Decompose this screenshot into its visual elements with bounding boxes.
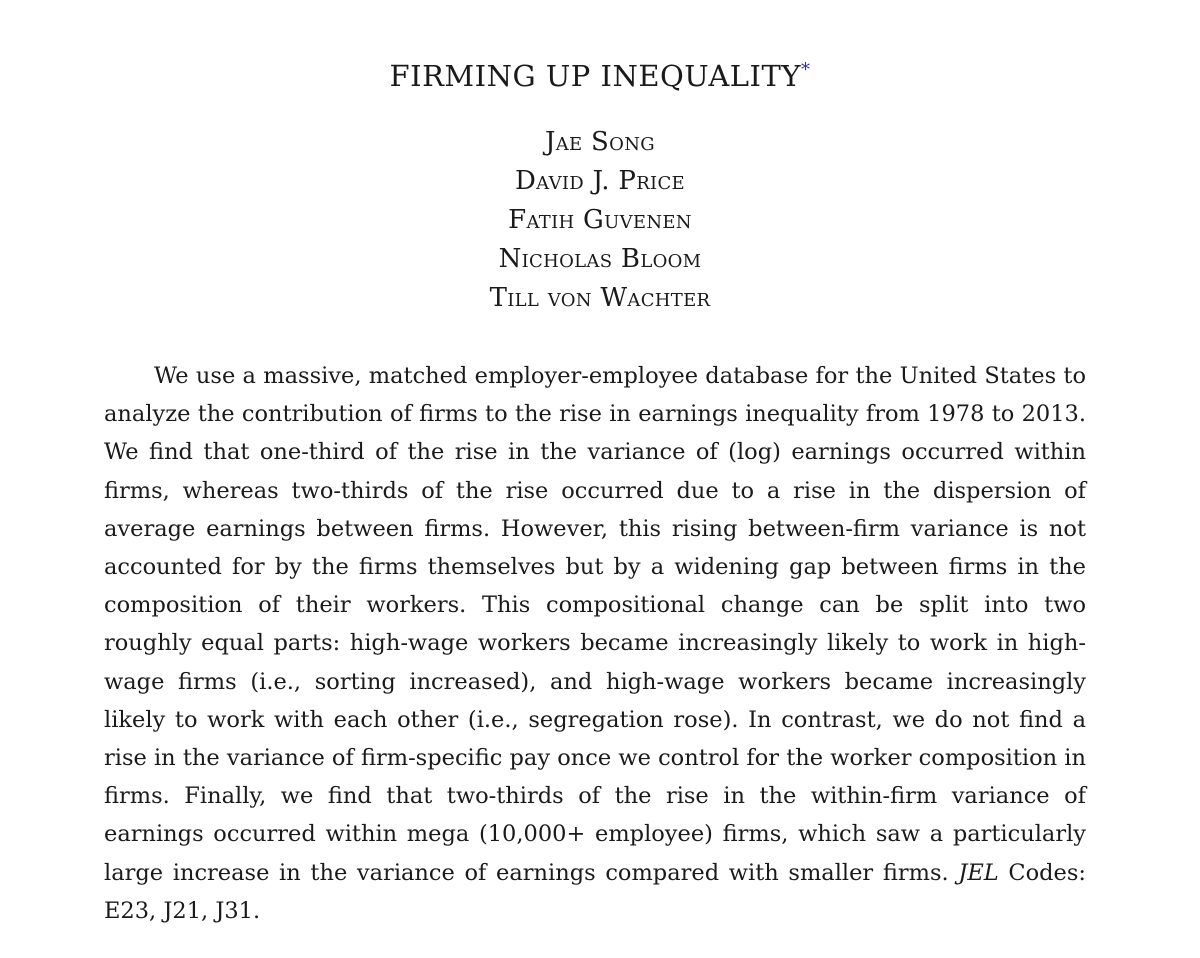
author-name: Fatih Guvenen (508, 205, 692, 235)
author-name: Jae Song (545, 127, 655, 157)
title-footnote-mark[interactable]: * (800, 59, 811, 81)
abstract-body: We use a massive, matched employer-employee database for the United States to analyze the contribution of firms to the rise in earnings inequality from 1978 to 2013. We find that one-third of the rise in the variance of (log) earnings occurred within firms, whereas two-thirds of the rise occurred due to a rise in the dispersion of average earnings between firms. However, this rising between-firm variance is not accounted for by the firms themselves but by a widening gap between firms in the composition of their workers. This compositional change can be split into two roughly equal parts: high-wage workers became increasingly likely to work in high-wage firms (i.e., sorting increased), and high-wage workers became increasingly likely to work with each other (i.e., segregation rose). In contrast, we do not find a rise in the variance of firm-specific pay once we control for the worker composition in firms. Finally, we find that two-thirds of the rise in the within-firm variance of earnings occurred within mega (10,000+ employee) firms, which saw a particularly large increase in the variance of earnings compared with smaller firms. (104, 363, 1086, 886)
jel-label: JEL (958, 859, 999, 886)
author-name: Till von Wachter (489, 283, 711, 313)
jel-codes: Codes: E23, J21, J31. (104, 859, 1086, 924)
paper-title-text: FIRMING UP INEQUALITY (389, 59, 801, 93)
author-name: Nicholas Bloom (498, 244, 702, 274)
abstract-paragraph (104, 357, 1086, 930)
paper-title (0, 58, 1200, 94)
author-name: David J. Price (515, 166, 685, 196)
author-list (0, 123, 1200, 318)
